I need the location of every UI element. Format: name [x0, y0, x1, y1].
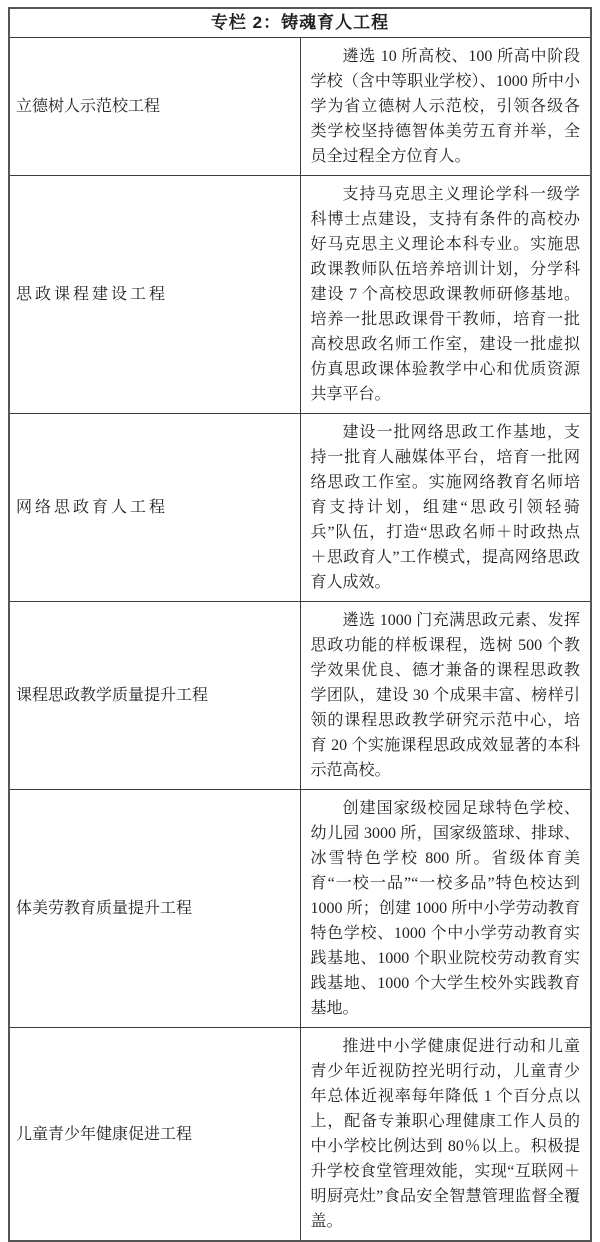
project-desc-text: 遴选 1000 门充满思政元素、发挥思政功能的样板课程，选树 500 个教学效果优良、德才兼备的课程思政教学团队，建设 30 个成果丰富、榜样引领的课程思政教学研究示范中心，培育 20 个实施课程思政成效显著的本科示范高校。: [310, 612, 580, 779]
project-name-cell: 课程思政教学质量提升工程: [9, 602, 300, 790]
project-desc-cell: [300, 414, 591, 602]
project-desc-cell: [300, 1028, 591, 1242]
project-desc-text: 建设一批网络思政工作基地，支持一批育人融媒体平台，培育一批网络思政工作室。实施网络教育名师培育支持计划，组建“思政引领轻骑兵”队伍，打造“思政名师＋时政热点＋思政育人”工作模式，提高网络思政育人成效。: [310, 424, 580, 591]
project-desc-text: 创建国家级校园足球特色学校、幼儿园 3000 所，国家级篮球、排球、冰雪特色学校 800 所。省级体育美育“一校一品”“一校多品”特色校达到 1000 所；创建 1000 所中小学劳动教育特色学校、1000 个中小学劳动教育实践基地、1000 个职业院校劳动教育实践基地、1000 个大学生校外实践教育基地。: [310, 800, 580, 1017]
project-name-cell: 儿童青少年健康促进工程: [9, 1028, 300, 1242]
project-desc-text: 支持马克思主义理论学科一级学科博士点建设，支持有条件的高校办好马克思主义理论本科专业。实施思政课教师队伍培养培训计划，分学科建设 7 个高校思政课教师研修基地。培养一批思政课骨干教师，培育一批高校思政名师工作室，建设一批虚拟仿真思政课体验教学中心和优质资源共享平台。: [310, 186, 580, 403]
project-desc-cell: [300, 176, 591, 414]
project-name-cell: 思政课程建设工程: [9, 176, 300, 414]
panel-title: 专栏 2：铸魂育人工程: [9, 8, 591, 38]
project-desc-text: 推进中小学健康促进行动和儿童青少年近视防控光明行动，儿童青少年总体近视率每年降低 1 个百分点以上，配备专兼职心理健康工作人员的中小学校比例达到 80％以上。积极提升学校食堂管理效能，实现“互联网＋明厨亮灶”食品安全智慧管理监督全覆盖。: [310, 1038, 580, 1230]
project-row: [9, 414, 591, 602]
project-panel-table: [8, 7, 592, 1242]
project-row: [9, 790, 591, 1028]
project-name-cell: 立德树人示范校工程: [9, 38, 300, 176]
project-desc-cell: [300, 38, 591, 176]
project-row: [9, 602, 591, 790]
panel-title-row: [9, 8, 591, 38]
project-name-cell: 网络思政育人工程: [9, 414, 300, 602]
project-row: [9, 1028, 591, 1242]
project-desc-text: 遴选 10 所高校、100 所高中阶段学校（含中等职业学校）、1000 所中小学为省立德树人示范校，引领各级各类学校坚持德智体美劳五育并举，全员全过程全方位育人。: [310, 48, 580, 165]
project-row: [9, 38, 591, 176]
project-desc-cell: [300, 602, 591, 790]
project-name-cell: 体美劳教育质量提升工程: [9, 790, 300, 1028]
project-desc-cell: [300, 790, 591, 1028]
project-row: [9, 176, 591, 414]
